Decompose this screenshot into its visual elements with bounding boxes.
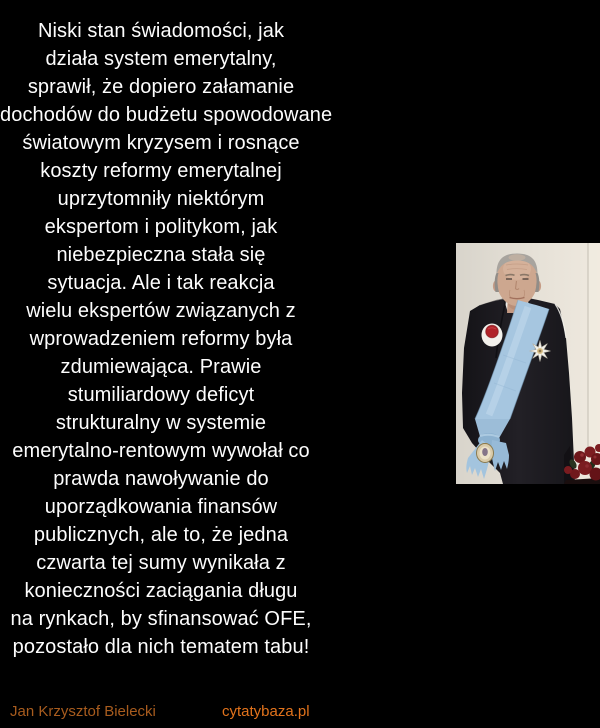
quote-line: niebezpieczna stała się xyxy=(56,244,266,266)
quote-line: strukturalny w systemie xyxy=(55,412,267,434)
quote-line: wprowadzeniem reformy była xyxy=(29,328,293,350)
quote-line: publicznych, ale to, że jedna xyxy=(33,524,289,546)
quote-line: sprawił, że dopiero załamanie xyxy=(27,76,295,98)
quote-line: ekspertom i politykom, jak xyxy=(44,216,278,238)
sash-medal xyxy=(477,443,494,463)
lapel-rosette xyxy=(482,324,503,347)
quote-line: konieczności zaciągania długu xyxy=(24,580,298,602)
quote-line: emerytalno-rentowym wywołał co xyxy=(12,440,310,462)
quote-line: uprzytomniły niektórym xyxy=(57,188,265,210)
quote-line: czwarta tej sumy wynikała z xyxy=(36,552,286,574)
quote-line: sytuacja. Ale i tak reakcja xyxy=(47,272,275,294)
quote-line: Niski stan świadomości, jak xyxy=(37,20,285,42)
author-name: Jan Krzysztof Bielecki xyxy=(10,703,156,720)
quote-line: stumiliardowy deficyt xyxy=(67,384,255,406)
quote-line: na rynkach, by sfinansować OFE, xyxy=(10,608,312,630)
quote-text xyxy=(0,17,333,661)
quote-line: prawda nawoływanie do xyxy=(53,468,269,490)
quote-line: światowym kryzysem i rosnące xyxy=(22,132,300,154)
quote-line: koszty reformy emerytalnej xyxy=(40,160,282,182)
quote-line: pozostało dla nich tematem tabu! xyxy=(12,636,310,658)
star-order-medal xyxy=(530,341,551,362)
quote-line: zdumiewająca. Prawie xyxy=(60,356,262,378)
quote-line: uporządkowania finansów xyxy=(44,496,278,518)
quote-line: dochodów do budżetu spowodowane xyxy=(0,104,333,126)
quote-line: wielu ekspertów związanych z xyxy=(26,300,296,322)
site-watermark: cytatybaza.pl xyxy=(222,703,310,720)
quote-line: działa system emerytalny, xyxy=(45,48,277,70)
portrait-photo xyxy=(456,243,600,484)
